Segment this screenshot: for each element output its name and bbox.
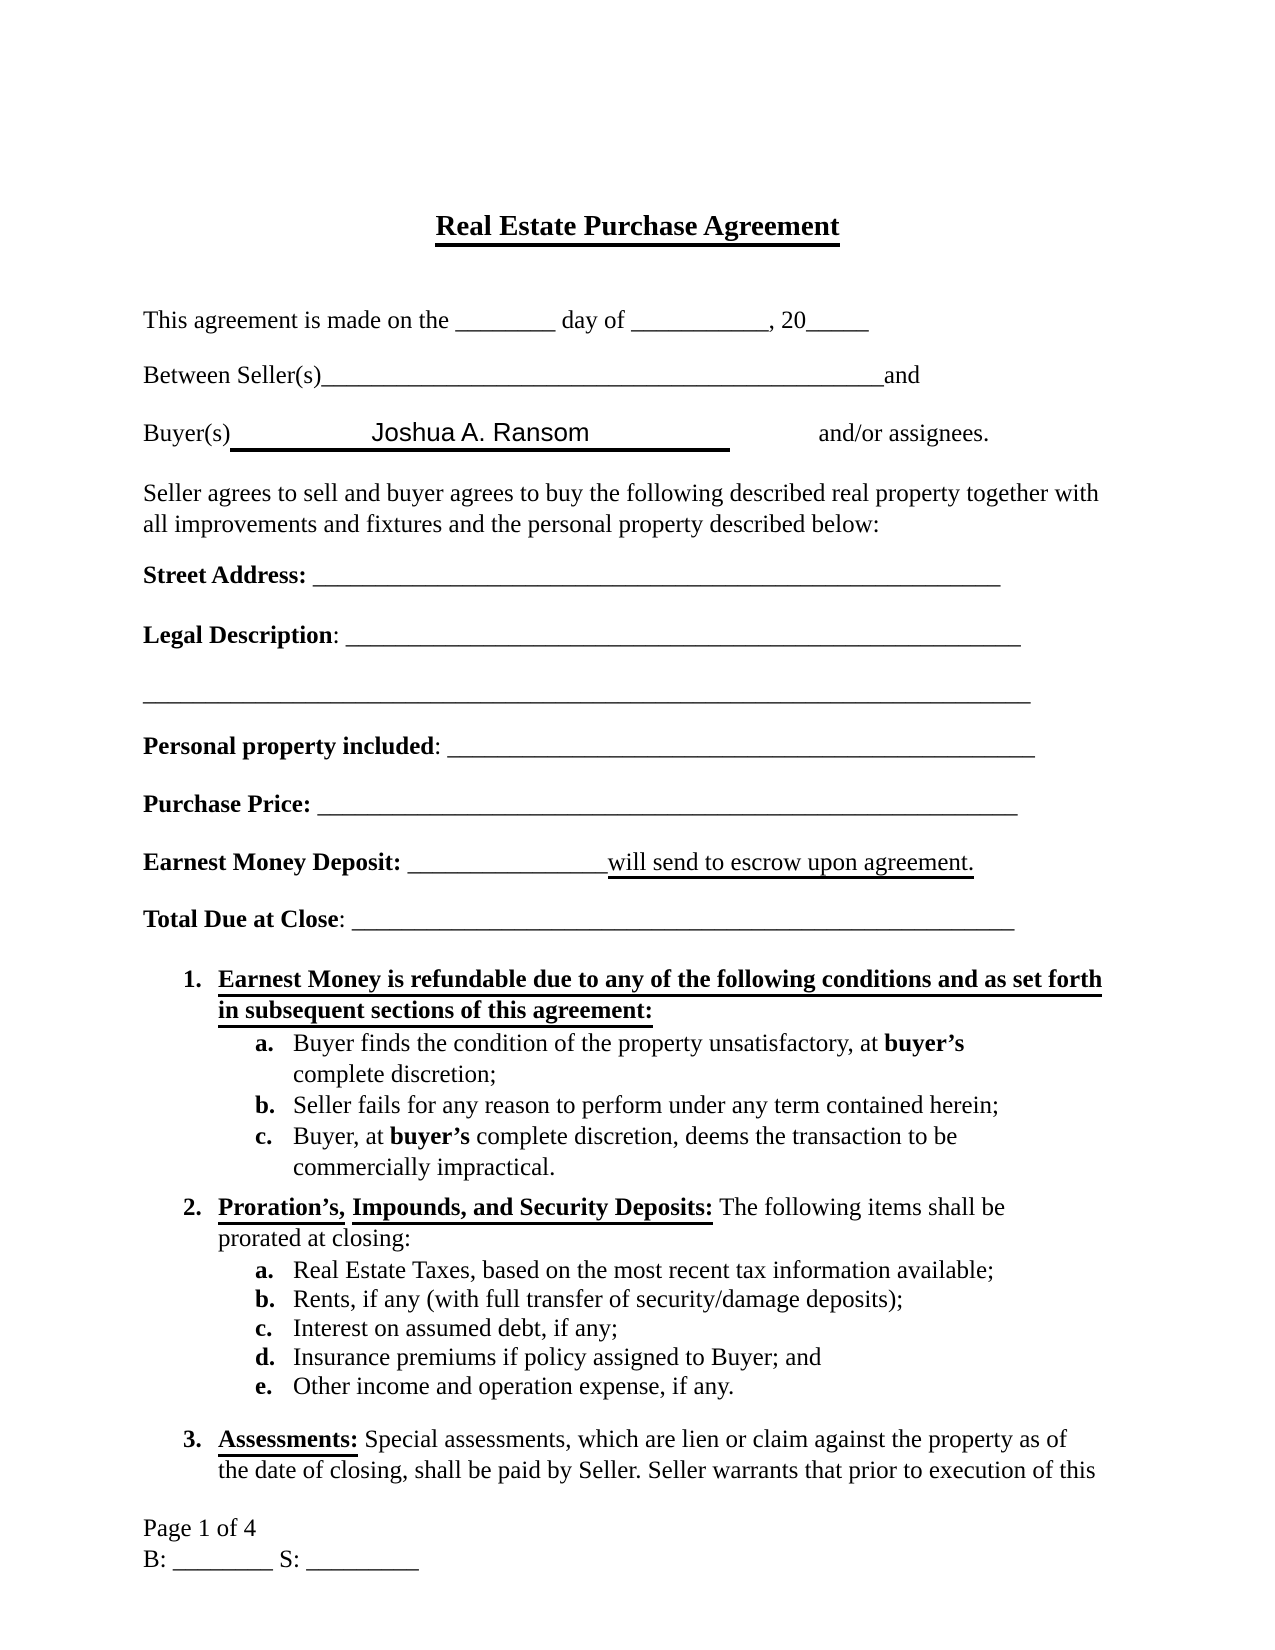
- item-1-heading-line2: in subsequent sections of this agreement:: [218, 997, 653, 1028]
- field-label: Street Address:: [143, 562, 307, 589]
- field-blank: _______________________________________________________________________: [143, 679, 1031, 706]
- document-title: Real Estate Purchase Agreement: [435, 210, 839, 247]
- item-1-sublist: [218, 1028, 1143, 1183]
- field-label: Purchase Price:: [143, 791, 312, 818]
- field-colon: :: [332, 622, 346, 649]
- item-2-heading-rest: The following items shall be: [713, 1194, 1006, 1221]
- field-colon: :: [434, 733, 448, 760]
- field-total-due: [143, 904, 1014, 935]
- date-line-text: This agreement is made on the ________ day of ___________, 20_____: [143, 307, 869, 334]
- field-purchase-price: [143, 789, 1017, 820]
- agreement-paragraph: [143, 478, 1143, 540]
- sub-item-letter: c.: [255, 1315, 273, 1342]
- sub-item-bold-text: buyer’s: [389, 1123, 470, 1150]
- item-3-text-line2: the date of closing, shall be paid by Seller. Seller warrants that prior to execution of this: [218, 1457, 1096, 1484]
- sub-item-1b: [255, 1090, 1143, 1121]
- sub-item-2c: [255, 1314, 1143, 1343]
- initials-line: B: ________ S: _________: [143, 1546, 419, 1573]
- seller-line-suffix: and: [883, 362, 921, 389]
- item-2-number: 2.: [183, 1194, 202, 1221]
- sub-item-1c: [255, 1121, 1143, 1183]
- sub-item-letter: a.: [255, 1030, 274, 1057]
- sub-item-text: Real Estate Taxes, based on the most recent tax information available;: [293, 1257, 995, 1284]
- sub-item-text: complete discretion, deems the transaction to be: [469, 1123, 958, 1150]
- sub-item-2e: [255, 1372, 1143, 1401]
- sub-item-letter: a.: [255, 1257, 274, 1284]
- field-legal-description-continuation: [143, 677, 1031, 708]
- seller-line-label: Between Seller(s): [143, 362, 322, 389]
- item-2-sublist: [218, 1256, 1143, 1401]
- sub-item-bold-text: buyer’s: [884, 1030, 965, 1057]
- item-1-heading-line1: Earnest Money is refundable due to any of the following conditions and as set forth: [218, 966, 1102, 997]
- sub-item-text: Buyer, at: [293, 1123, 390, 1150]
- list-item-1: [183, 964, 1143, 1183]
- agreement-paragraph-line1: Seller agrees to sell and buyer agrees to buy the following described real property together with: [143, 480, 1099, 507]
- sub-item-2a: [255, 1256, 1143, 1285]
- sub-item-1a: [255, 1028, 1143, 1090]
- sub-item-letter: b.: [255, 1286, 276, 1313]
- item-2-heading-line2: prorated at closing:: [218, 1225, 411, 1252]
- buyer-name-underline: [230, 417, 730, 452]
- buyer-line-suffix: and/or assignees.: [818, 420, 990, 447]
- sub-item-2b: [255, 1285, 1143, 1314]
- field-label: Personal property included: [143, 733, 435, 760]
- field-personal-property: [143, 731, 1035, 762]
- page-indicator: Page 1 of 4: [143, 1515, 257, 1542]
- item-3-body: [218, 1424, 1143, 1486]
- sub-item-letter: b.: [255, 1092, 276, 1119]
- sub-item-text: Rents, if any (with full transfer of security/damage deposits);: [293, 1286, 904, 1313]
- sub-item-letter: c.: [255, 1123, 273, 1150]
- list-item-3: [183, 1424, 1143, 1486]
- sub-item-text: Seller fails for any reason to perform under any term contained herein;: [293, 1092, 999, 1119]
- item-2-heading-part2: Impounds, and Security Deposits:: [352, 1194, 713, 1225]
- field-label: Earnest Money Deposit:: [143, 849, 402, 876]
- list-item-2: [183, 1192, 1143, 1401]
- buyer-line-label: Buyer(s): [143, 420, 231, 447]
- agreement-paragraph-line2: all improvements and fixtures and the personal property described below:: [143, 511, 880, 538]
- field-label: Total Due at Close: [143, 906, 339, 933]
- sub-item-text: Insurance premiums if policy assigned to Buyer; and: [293, 1344, 822, 1371]
- date-line: [143, 305, 869, 336]
- sub-item-2d: [255, 1343, 1143, 1372]
- sub-item-text: complete discretion;: [293, 1061, 497, 1088]
- item-3-number: 3.: [183, 1426, 202, 1453]
- seller-line: [143, 360, 920, 391]
- field-blank: _______________________________________________________: [306, 562, 1001, 589]
- sub-item-text: commercially impractical.: [293, 1154, 556, 1181]
- title-row: [0, 208, 1275, 246]
- field-blank: ________________________________________________________: [311, 791, 1018, 818]
- sub-item-letter: d.: [255, 1344, 276, 1371]
- field-earnest-money: [143, 847, 974, 878]
- item-1-heading: [218, 964, 1143, 1026]
- item-3-heading: Assessments:: [218, 1426, 358, 1457]
- field-legal-description: [143, 620, 1021, 651]
- buyer-line: [143, 417, 989, 452]
- field-blank: ________________: [401, 849, 608, 876]
- field-blank: _______________________________________________: [447, 733, 1035, 760]
- field-blank: _____________________________________________________: [351, 906, 1015, 933]
- page-footer: [143, 1513, 419, 1575]
- field-colon: :: [338, 906, 352, 933]
- sub-item-text: Other income and operation expense, if any.: [293, 1373, 735, 1400]
- sub-item-text: Interest on assumed debt, if any;: [293, 1315, 618, 1342]
- sub-item-letter: e.: [255, 1373, 273, 1400]
- item-2-heading: [218, 1192, 1143, 1254]
- item-1-number: 1.: [183, 966, 202, 993]
- sub-item-text: Buyer finds the condition of the property unsatisfactory, at: [293, 1030, 885, 1057]
- seller-blank: _____________________________________________: [321, 362, 884, 389]
- field-blank: ______________________________________________________: [345, 622, 1021, 649]
- earnest-money-note: will send to escrow upon agreement.: [608, 849, 975, 879]
- item-2-heading-part1: Proration’s,: [218, 1194, 345, 1225]
- field-label: Legal Description: [143, 622, 333, 649]
- buyer-name: Joshua A. Ransom: [371, 417, 590, 447]
- item-3-text-line1: Special assessments, which are lien or claim against the property as of: [358, 1426, 1068, 1453]
- field-street-address: [143, 560, 1000, 591]
